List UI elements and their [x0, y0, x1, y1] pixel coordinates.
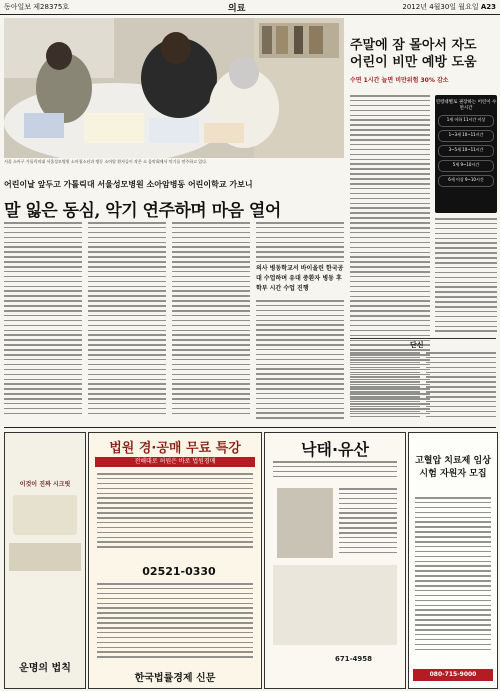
- ad2-body-2: [97, 583, 253, 663]
- brief-column-2: [426, 352, 496, 424]
- article-column-2: [88, 222, 166, 422]
- ad-auction-lecture[interactable]: [88, 432, 262, 689]
- sleep-infobox: [435, 95, 497, 213]
- ad-fortune[interactable]: [4, 432, 86, 689]
- brief-column-1: [350, 352, 420, 424]
- infobox-row: 3~5세 10~11시간: [438, 145, 494, 157]
- ad1-book-image: [9, 543, 81, 571]
- briefs-rule: [350, 338, 496, 339]
- side-article-title: 주말에 잠 몰아서 자도 어린이 비만 예방 도움: [350, 38, 477, 70]
- ad2-subtitle: 전해대로 허원은 바로 법원경매: [95, 457, 255, 467]
- article-column-4b: [256, 300, 344, 422]
- ad1-brand: 운명의 법칙: [19, 663, 71, 674]
- infobox-title: 연령대별로 권장하는 어린이 수면시간: [435, 100, 497, 111]
- section-title: 의료: [228, 4, 246, 14]
- ad-clinical-trial[interactable]: [408, 432, 498, 689]
- ad2-phone[interactable]: 02521-0330: [142, 565, 216, 578]
- ad3-doctor-photo: [277, 488, 333, 558]
- page-masthead: [0, 0, 500, 15]
- side-column-2: [435, 218, 497, 338]
- side-article-subhead: 수면 1시간 늘면 비만위험 30% 감소: [350, 77, 449, 84]
- infobox-row: 6세 이상 9~10시간: [438, 175, 494, 187]
- ad3-tagline: [273, 461, 397, 483]
- article-column-1: [4, 222, 82, 422]
- ad2-title: 법원 경·공매 무료 특강: [109, 441, 241, 456]
- ad-section-divider: [4, 427, 496, 428]
- infobox-row: 1~3세 10~11시간: [438, 130, 494, 142]
- article-headline: 말 잃은 동심, 악기 연주하며 마음 열어: [4, 201, 281, 221]
- briefs-label: 단신: [410, 340, 424, 349]
- ad3-body: [339, 488, 397, 558]
- edition-info: 동아일보 제28375호: [4, 3, 70, 11]
- article-pullquote: 의사 병동학교서 바이올린 한국공대 수업하며 유대 중환자 병동 후 학부 시간 수업 진행: [256, 265, 344, 292]
- infobox-row: 5세 9~10시간: [438, 160, 494, 172]
- ad3-title: 낙태·유산: [301, 440, 369, 459]
- ad-clinic[interactable]: [264, 432, 406, 689]
- ad1-title: 이것이 진짜 시크릿: [19, 481, 71, 488]
- article-kicker: 어린이날 앞두고 가톨릭대 서울성모병원 소아암병동 어린이학교 가보니: [4, 179, 253, 189]
- main-photo: [4, 18, 344, 158]
- ad4-body: [415, 497, 491, 657]
- date-page: 2012년 4월30일 월요일 A23: [402, 3, 496, 11]
- photo-caption: 서울 소아구 가톨릭의대 서울성모병원 소아청소년과 병동 소아암 환자들이 작은 소 음악회에서 악기를 연주하고 있다.: [4, 159, 208, 164]
- ad3-phone[interactable]: 671-4958: [335, 655, 372, 663]
- ad4-title: 고혈압 치료제 임상시험 자원자 모집: [415, 456, 491, 479]
- article-column-3: [172, 222, 250, 422]
- classroom-photo: [4, 18, 344, 158]
- ad4-phone[interactable]: 080-715-9000: [413, 669, 493, 681]
- ad1-image: [13, 495, 77, 535]
- article-column-4a: [256, 222, 344, 262]
- infobox-row: 1세 이하 11시간 이상: [438, 115, 494, 127]
- ad2-body: [97, 473, 253, 553]
- ad3-schedule-table: [273, 565, 397, 645]
- ad2-footer: 한국법률경제 신문: [134, 673, 216, 684]
